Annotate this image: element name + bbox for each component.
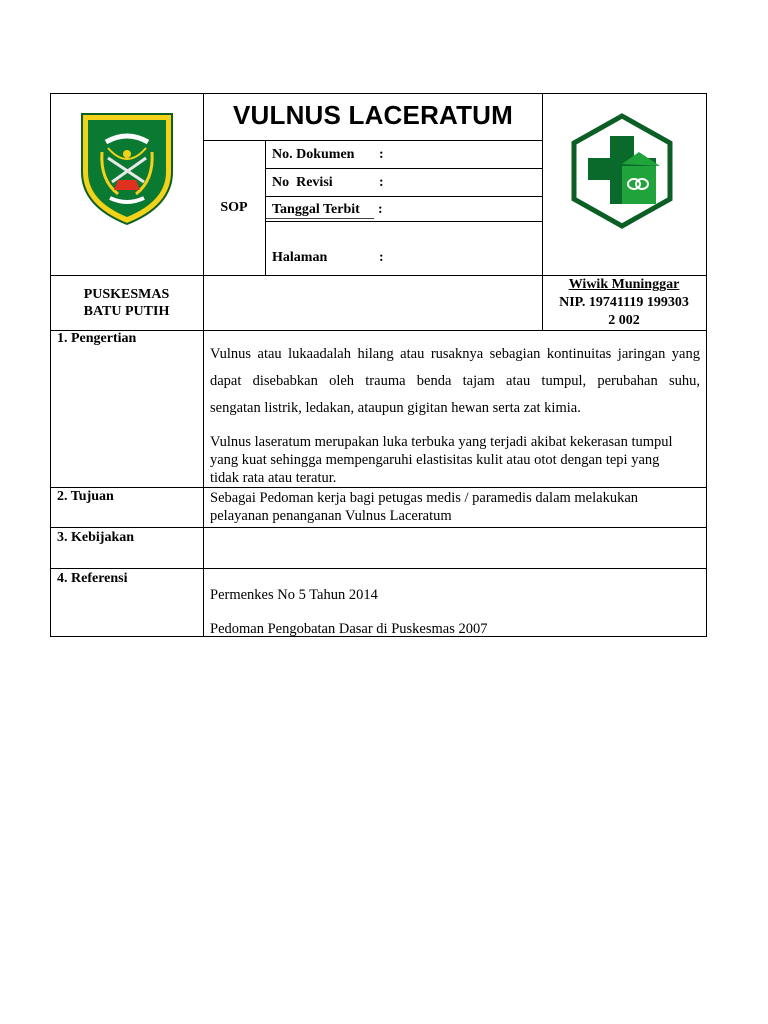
- section-label-tujuan: 2. Tujuan: [57, 489, 114, 504]
- section-label-kebijakan: 3. Kebijakan: [57, 530, 135, 545]
- tujuan-line1: Sebagai Pedoman kerja bagi petugas medis / paramedis dalam melakukan: [210, 490, 639, 506]
- pengertian-text: [210, 345, 700, 487]
- pengertian-p1-line2: dapat disebabkan oleh trauma benda tajam atau tumpul, perubahan suhu,: [210, 373, 700, 389]
- pengertian-p2-line3: tidak rata atau teratur.: [210, 470, 337, 486]
- pengertian-p1-line3: sengatan listrik, ledakan, ataupun gigitan hewan serta zat kimia.: [210, 400, 581, 416]
- document-title: VULNUS LACERATUM: [232, 100, 514, 130]
- field-label-tanggal-terbit: Tanggal Terbit: [272, 202, 360, 217]
- org-name-line2: BATU PUTIH: [83, 304, 170, 319]
- signer-nip-line2: 2 002: [608, 313, 640, 328]
- tujuan-text: [210, 489, 700, 525]
- pengertian-p2-line1: Vulnus laseratum merupakan luka terbuka yang terjadi akibat kekerasan tumpul: [210, 434, 673, 450]
- field-label-no-dokumen: No. Dokumen: [272, 147, 355, 162]
- field-label-halaman: Halaman: [272, 250, 328, 265]
- regional-coat-of-arms-icon: [78, 110, 176, 228]
- field-label-no-revisi: No Revisi: [272, 175, 333, 190]
- field-value-no-dokumen: :: [379, 147, 384, 162]
- puskesmas-cross-hexagon-icon: [570, 112, 674, 230]
- signer-name: Wiwik Muninggar: [568, 277, 680, 292]
- referensi-item-2: Pedoman Pengobatan Dasar di Puskesmas 2007: [210, 621, 488, 637]
- referensi-item-1: Permenkes No 5 Tahun 2014: [210, 587, 378, 603]
- signer-nip-line1: NIP. 19741119 199303: [559, 295, 689, 310]
- field-value-no-revisi: :: [379, 175, 384, 190]
- field-value-halaman: :: [379, 250, 384, 265]
- org-name-line1: PUSKESMAS: [83, 287, 170, 302]
- tujuan-line2: pelayanan penanganan Vulnus Laceratum: [210, 508, 452, 524]
- pengertian-p2-line2: yang kuat sehingga mempengaruhi elastisitas kulit atau otot dengan tepi yang: [210, 452, 660, 468]
- sop-label: SOP: [220, 200, 248, 215]
- pengertian-p1-line1: Vulnus atau lukaadalah hilang atau rusaknya sebagian kontinuitas jaringan yang: [210, 346, 700, 362]
- field-value-tanggal-terbit: :: [378, 202, 383, 217]
- section-label-pengertian: 1. Pengertian: [57, 331, 137, 346]
- section-label-referensi: 4. Referensi: [57, 571, 128, 586]
